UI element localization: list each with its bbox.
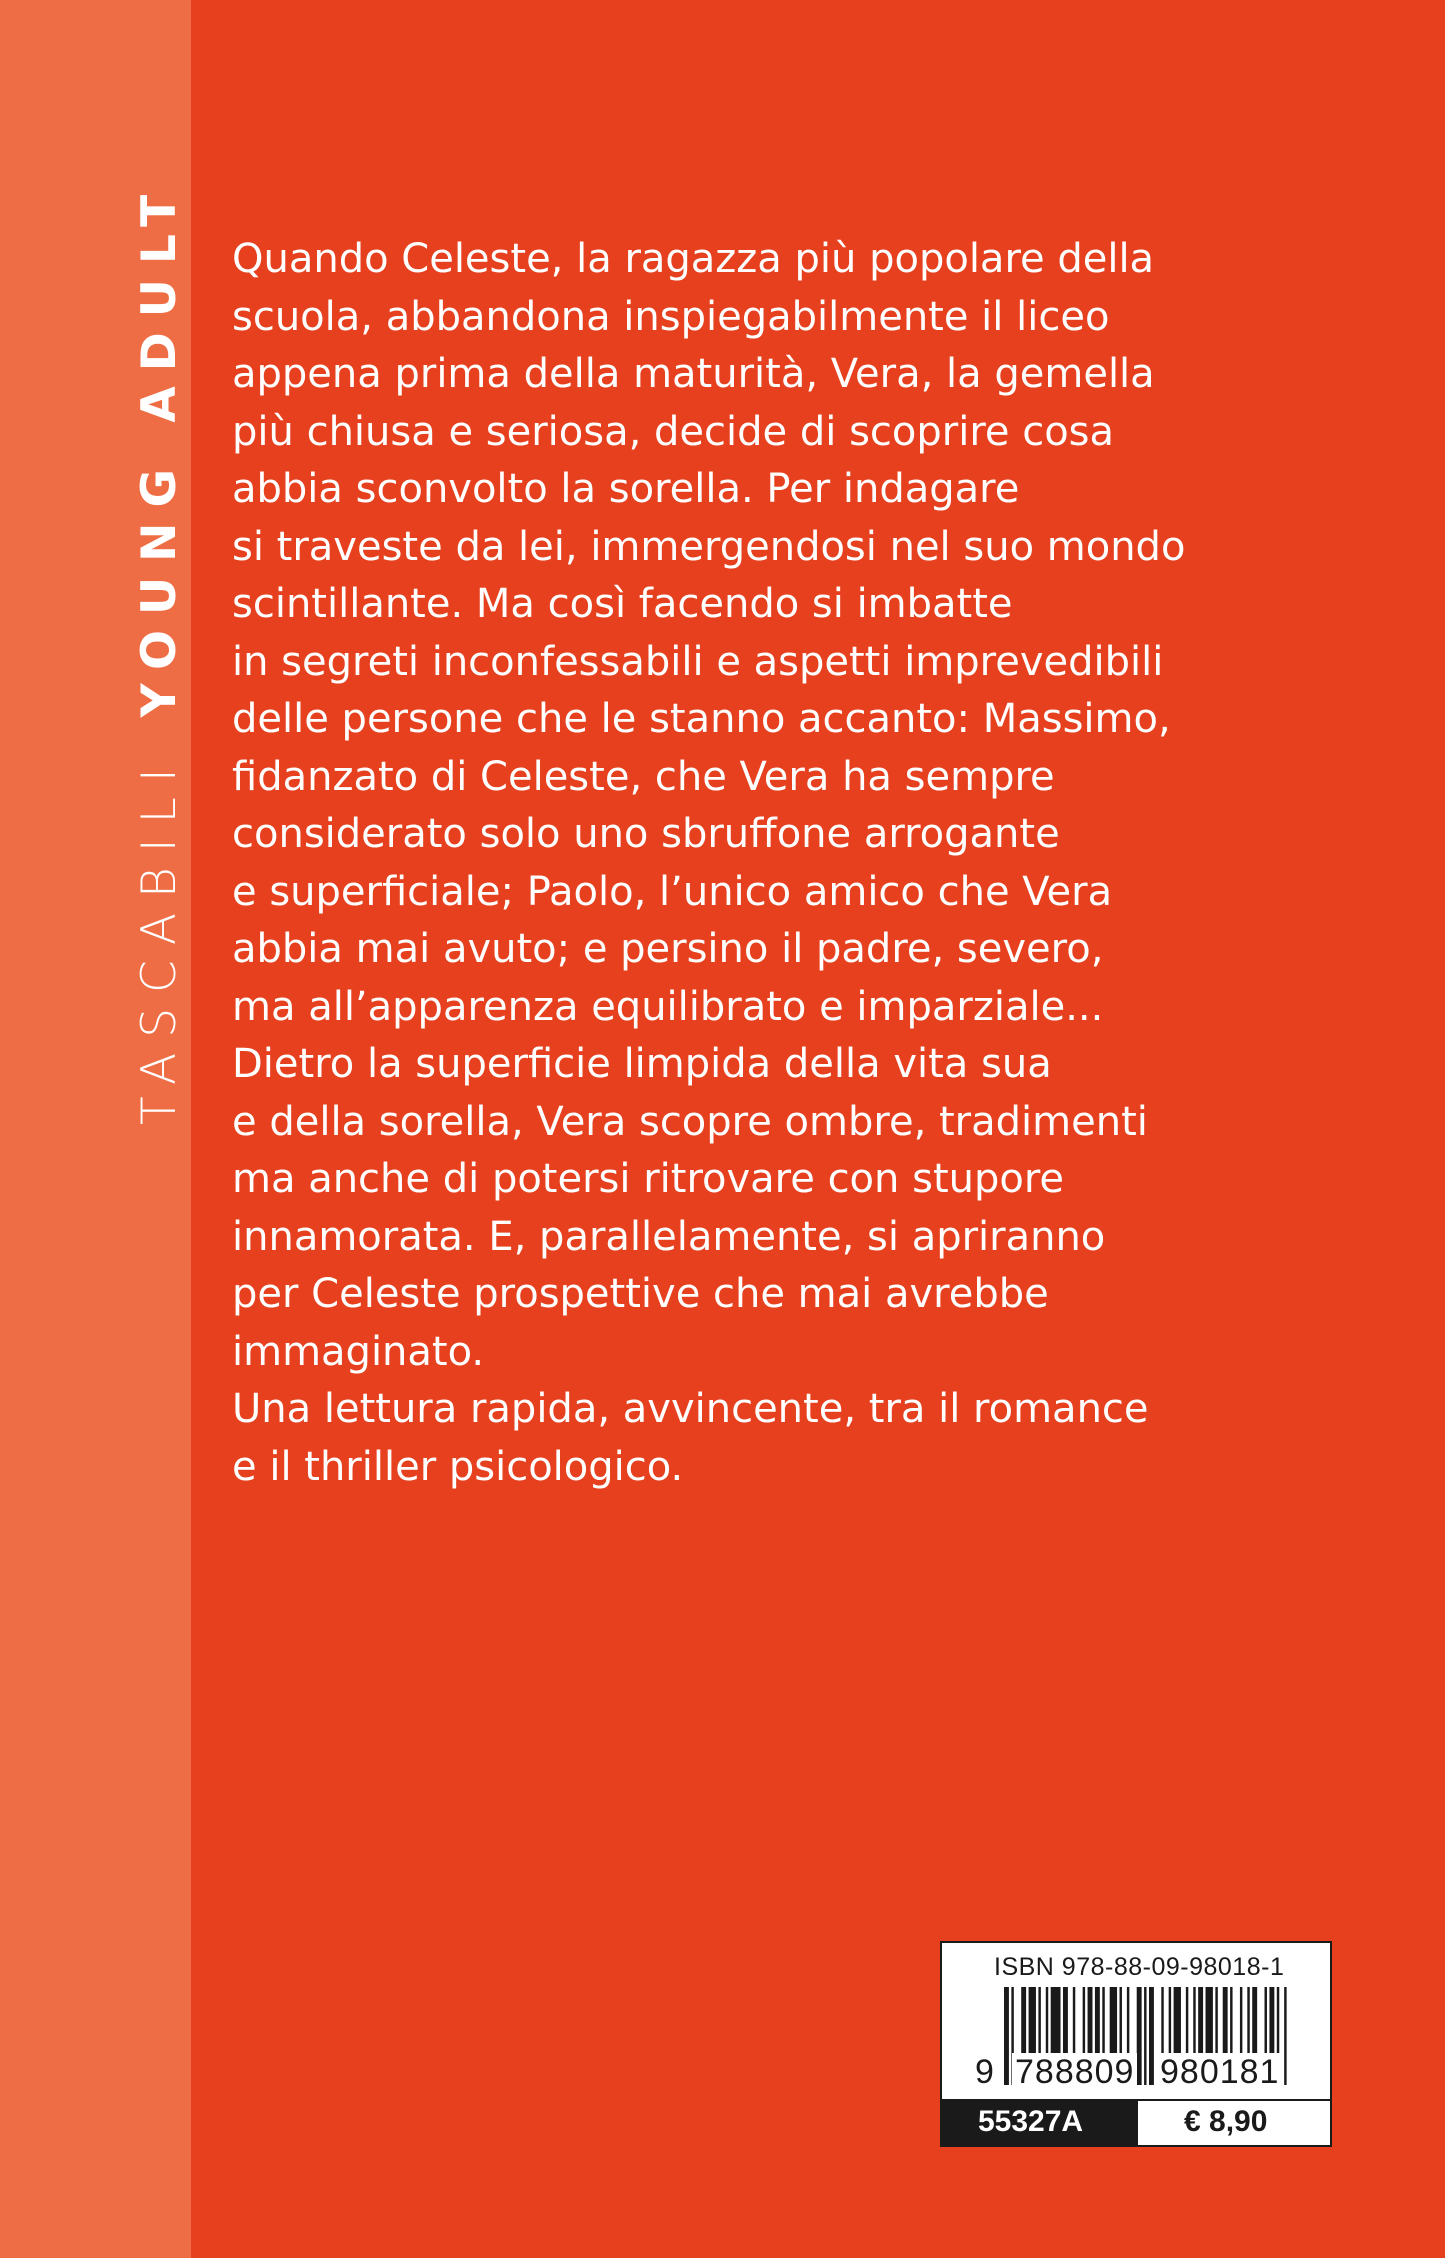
isbn-label: ISBN 978-88-09-98018-1: [994, 1953, 1285, 1981]
series-label: [132, 179, 187, 1125]
back-cover-blurb: [232, 231, 1292, 1496]
blurb-line: delle persone che le stanno accanto: Massimo,: [232, 696, 1171, 742]
blurb-line: e il thriller psicologico.: [232, 1443, 684, 1490]
barcode-digits-right: 980181: [1157, 2053, 1282, 2092]
barcode-footer: [942, 2099, 1330, 2145]
blurb-line: appena prima della maturità, Vera, la gemella: [232, 351, 1155, 397]
blurb-line: ma all’apparenza equilibrato e imparziale...: [232, 983, 1104, 1030]
blurb-line: Una lettura rapida, avvincente, tra il romance: [232, 1386, 1149, 1432]
barcode-box: [940, 1941, 1332, 2147]
price: € 8,90: [1184, 2105, 1268, 2138]
blurb-line: ma anche di potersi ritrovare con stupore: [232, 1156, 1065, 1202]
barcode-digits: [972, 2053, 1302, 2097]
blurb-line: considerato solo uno sbruffone arrogante: [232, 811, 1060, 857]
series-line: YOUNG ADULT: [132, 179, 187, 718]
blurb-line: scintillante. Ma così facendo si imbatte: [232, 581, 1013, 627]
blurb-line: si traveste da lei, immergendosi nel suo mondo: [232, 523, 1186, 570]
barcode-digit-first: 9: [972, 2053, 997, 2092]
barcode-digits-left: 788809: [1012, 2053, 1137, 2092]
blurb-line: innamorata. E, parallelamente, si apriranno: [232, 1213, 1106, 1260]
blurb-line: e superficiale; Paolo, l’unico amico che Vera: [232, 868, 1113, 915]
blurb-line: abbia sconvolto la sorella. Per indagare: [232, 466, 1020, 512]
blurb-line: più chiusa e seriosa, decide di scoprire cosa: [232, 408, 1115, 455]
blurb-line: e della sorella, Vera scopre ombre, tradimenti: [232, 1098, 1148, 1145]
blurb-line: per Celeste prospettive che mai avrebbe: [232, 1271, 1049, 1317]
blurb-line: fidanzato di Celeste, che Vera ha sempre: [232, 753, 1055, 800]
blurb-line: in segreti inconfessabili e aspetti imprevedibili: [232, 638, 1164, 685]
blurb-line: Dietro la superficie limpida della vita sua: [232, 1041, 1052, 1087]
blurb-line: abbia mai avuto; e persino il padre, severo,: [232, 926, 1104, 972]
series-name: TASCABILI: [132, 753, 187, 1125]
blurb-line: scuola, abbandona inspiegabilmente il liceo: [232, 293, 1110, 340]
product-code: 55327A: [942, 2101, 1138, 2145]
blurb-line: immaginato.: [232, 1328, 485, 1375]
blurb-line: Quando Celeste, la ragazza più popolare della: [232, 236, 1155, 282]
